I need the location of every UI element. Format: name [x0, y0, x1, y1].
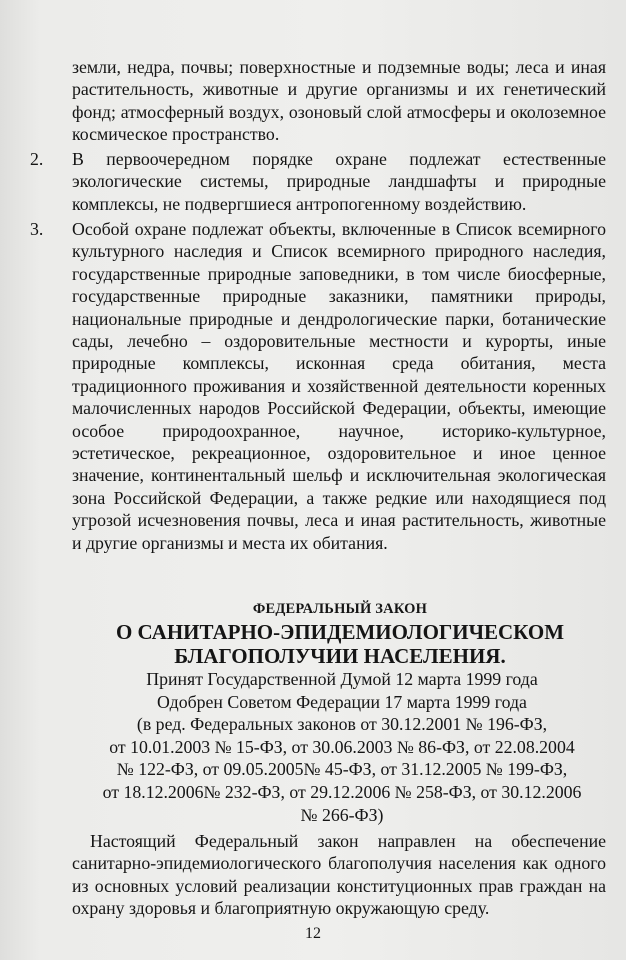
item-text: В первоочередном порядке охране подлежат естественные экологические системы, природные ландшафты и природные комплексы, не подвергшиеся антропогенному воздействию. — [72, 149, 606, 214]
law-title-line-2: БЛАГОПОЛУЧИИ НАСЕЛЕНИЯ. — [174, 644, 506, 669]
page-number: 12 — [305, 925, 321, 942]
law-amendment-line: от 18.12.2006№ 232-ФЗ, от 29.12.2006 № 258-ФЗ, от 30.12.2006 — [102, 781, 582, 802]
law-amendment-line: № 266-ФЗ) — [300, 804, 384, 825]
item-number: 3. — [30, 219, 44, 239]
law-metadata — [58, 668, 626, 826]
law-amendment-line: (в ред. Федеральных законов от 30.12.2001 № 196-ФЗ, — [136, 714, 548, 735]
law-approved: Одобрен Советом Федерации 17 марта 1999 года — [157, 691, 527, 712]
numbered-item-3 — [30, 218, 606, 554]
law-heading — [70, 598, 610, 668]
law-kind: ФЕДЕРАЛЬНЫЙ ЗАКОН — [252, 601, 428, 617]
item-text: Особой охране подлежат объекты, включенные в Список всемирного культурного наследия и Список всемирного природного наследия, государственные природные заповедники, в том числе биосферные, государственные природные заказники, памятники природы, национальные природные и дендрологические парки, ботанические сады, лечебно – оздоровительные местности и курорты, иные природные комплексы, исконная среда обитания, места традиционного проживания и хозяйственной деятельности коренных малочисленных народов Российской Федерации, объекты, имеющие особое природоохранное, научное, историко-культурное, эстетическое, рекреационное, оздоровительное и иное ценное значение, континентальный шельф и исключительная экологическая зона Российской Федерации, а также редкие или находящиеся под угрозой исчезновения почвы, леса и иная растительность, животные и другие организмы и места их обитания. — [72, 219, 606, 553]
law-title-line-1: О САНИТАРНО-ЭПИДЕМИОЛОГИЧЕСКОМ — [115, 620, 565, 645]
continuation-paragraph: земли, недра, почвы; поверхностные и подземные воды; леса и иная растительность, животные и другие организмы и их генетический фонд; атмосферный воздух, озоновый слой атмосферы и околоземное космическое пространство. — [72, 57, 606, 145]
numbered-item-2 — [30, 148, 606, 215]
law-amendment-line: от 10.01.2003 № 15-ФЗ, от 30.06.2003 № 86-ФЗ, от 22.08.2004 — [109, 736, 575, 757]
intro-paragraph: Настоящий Федеральный закон направлен на обеспечение санитарно-эпидемиологического благополучия населения как одного из основных условий реализации конституционных прав граждан на охрану здоровья и благоприятную окружающую среду. — [72, 831, 606, 919]
item-number: 2. — [30, 149, 44, 169]
law-adopted: Принят Государственной Думой 12 марта 1999 года — [146, 669, 538, 689]
law-amendment-line: № 122-ФЗ, от 09.05.2005№ 45-ФЗ, от 31.12.2005 № 199-ФЗ, — [116, 759, 568, 780]
